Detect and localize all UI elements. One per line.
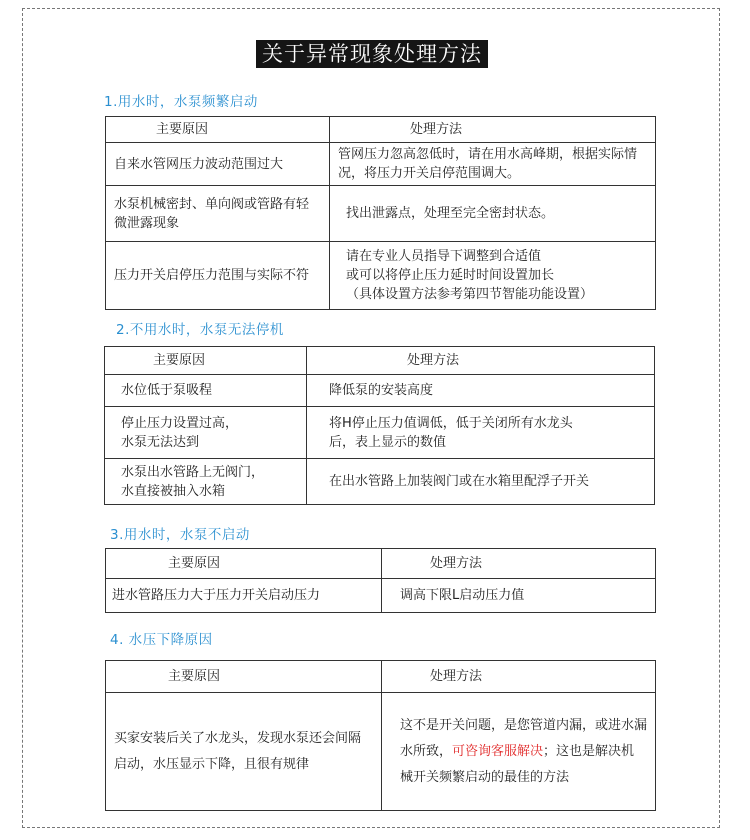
header-cause: 主要原因 [106, 549, 382, 579]
cause-cell: 水位低于泵吸程 [105, 375, 307, 407]
method-cell [330, 242, 656, 310]
header-method: 处理方法 [307, 347, 655, 375]
table-header-row [106, 117, 656, 143]
method-cell [382, 693, 656, 811]
cause-line: 水泵出水管路上无阀门， [121, 464, 265, 480]
cause-cell: 压力开关启停压力范围与实际不符 [106, 242, 330, 310]
method-line: 将H停止压力值调低，低于关闭所有水龙头 [329, 415, 573, 431]
section-2-heading: 2.不用水时，水泵无法停机 [116, 322, 284, 338]
header-method: 处理方法 [330, 117, 656, 143]
method-text: ；这也是解决机械开关频繁启动的最佳的方法 [400, 743, 635, 785]
header-cause: 主要原因 [106, 661, 382, 693]
cause-line: 水泵无法达到 [121, 434, 200, 450]
page-title: 关于异常现象处理方法 [256, 40, 488, 68]
table-row [106, 693, 656, 811]
table-header-row [106, 549, 656, 579]
method-line: 后，表上显示的数值 [329, 434, 447, 450]
method-line: （具体设置方法参考第四节智能功能设置） [346, 287, 594, 302]
method-cell [307, 407, 655, 459]
section-4-table [105, 660, 656, 811]
method-line: 请在专业人员指导下调整到合适值 [346, 249, 542, 264]
section-3-table [105, 548, 656, 613]
method-cell: 在出水管路上加装阀门或在水箱里配浮子开关 [307, 459, 655, 505]
cause-cell: 买家安装后关了水龙头，发现水泵还会间隔启动，水压显示下降，且很有规律 [106, 693, 382, 811]
table-row [106, 242, 656, 310]
table-header-row [105, 347, 655, 375]
table-row [105, 375, 655, 407]
cause-cell: 进水管路压力大于压力开关启动压力 [106, 579, 382, 613]
cause-cell: 水泵机械密封、单向阀或管路有轻微泄露现象 [106, 186, 330, 242]
method-cell: 降低泵的安装高度 [307, 375, 655, 407]
cause-cell: 自来水管网压力波动范围过大 [106, 143, 330, 186]
table-row [106, 579, 656, 613]
table-header-row [106, 661, 656, 693]
method-text: 这不是开关问题，是您管道内漏，或进水漏水所致， [400, 717, 648, 759]
method-cell: 找出泄露点，处理至完全密封状态。 [330, 186, 656, 242]
method-cell: 管网压力忽高忽低时，请在用水高峰期，根据实际情况，将压力开关启停范围调大。 [330, 143, 656, 186]
table-row [106, 186, 656, 242]
section-1-table [105, 116, 656, 310]
section-1-heading: 1.用水时，水泵频繁启动 [104, 94, 258, 110]
section-2-table [104, 346, 655, 505]
header-cause: 主要原因 [105, 347, 307, 375]
cause-cell [105, 459, 307, 505]
method-line: 或可以将停止压力延时时间设置加长 [346, 268, 555, 283]
cause-cell [105, 407, 307, 459]
header-method: 处理方法 [382, 661, 656, 693]
section-3-heading: 3.用水时，水泵不启动 [110, 527, 250, 543]
header-method: 处理方法 [382, 549, 656, 579]
section-4-heading: 4. 水压下降原因 [110, 632, 213, 648]
table-row [105, 459, 655, 505]
table-row [105, 407, 655, 459]
table-row [106, 143, 656, 186]
method-cell: 调高下限L启动压力值 [382, 579, 656, 613]
contact-support-text: 可咨询客服解决 [452, 743, 544, 759]
header-cause: 主要原因 [106, 117, 330, 143]
cause-line: 水直接被抽入水箱 [121, 483, 226, 499]
cause-line: 停止压力设置过高， [121, 415, 239, 431]
